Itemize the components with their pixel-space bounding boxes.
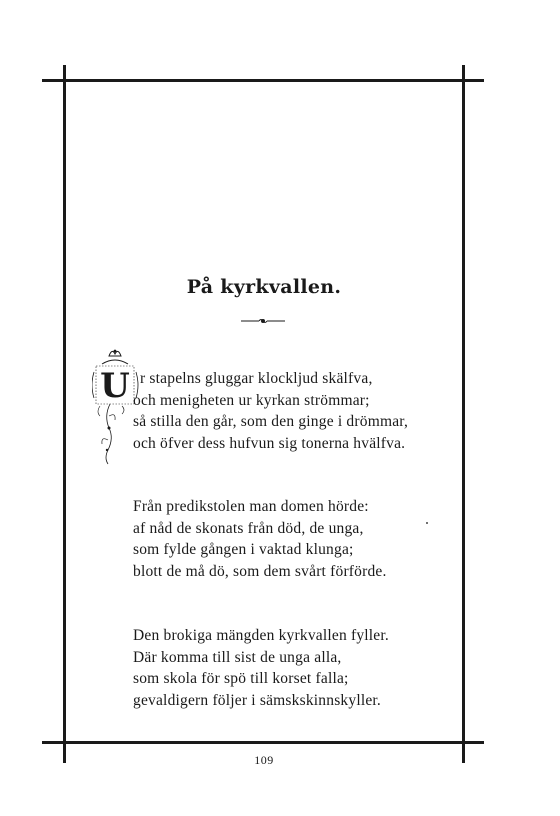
verse-line: gevaldigern följer i sämskskinnskyller. (133, 691, 382, 709)
svg-text:U: U (100, 366, 130, 406)
verse-line: och menigheten ur kyrkan strömmar; (133, 391, 370, 409)
frame-left-rule (63, 65, 66, 763)
print-speck (426, 522, 428, 524)
verse-line: som fylde gången i vaktad klunga; (133, 541, 354, 558)
title-ornament (240, 316, 286, 326)
stanza-3 (133, 625, 389, 711)
stanza-2 (133, 496, 387, 582)
verse-line: Där komma till sist de unga alla, (133, 648, 342, 666)
verse-line: så stilla den går, som den ginge i drömmar, (133, 413, 409, 430)
stanza-1 (133, 368, 408, 454)
page-number: 109 (254, 753, 274, 767)
verse-line: af nåd de skonats från död, de unga, (133, 519, 364, 537)
poem-title: På kyrkvallen. (186, 276, 342, 298)
verse-line: Den brokiga mängden kyrkvallen fyller. (133, 627, 389, 644)
verse-line: som skola för spö till korset falla; (133, 670, 349, 687)
verse-line: blott de må dö, som dem svårt förförde. (133, 562, 387, 580)
frame-right-rule (462, 65, 465, 763)
verse-line: r stapelns gluggar klockljud skälfva, (140, 370, 373, 387)
verse-line: Från predikstolen man domen hörde: (133, 498, 369, 515)
frame-bottom-rule (42, 741, 484, 744)
verse-line: och öfver dess hufvun sig tonerna hvälfva. (133, 434, 406, 452)
frame-top-rule (42, 79, 484, 82)
